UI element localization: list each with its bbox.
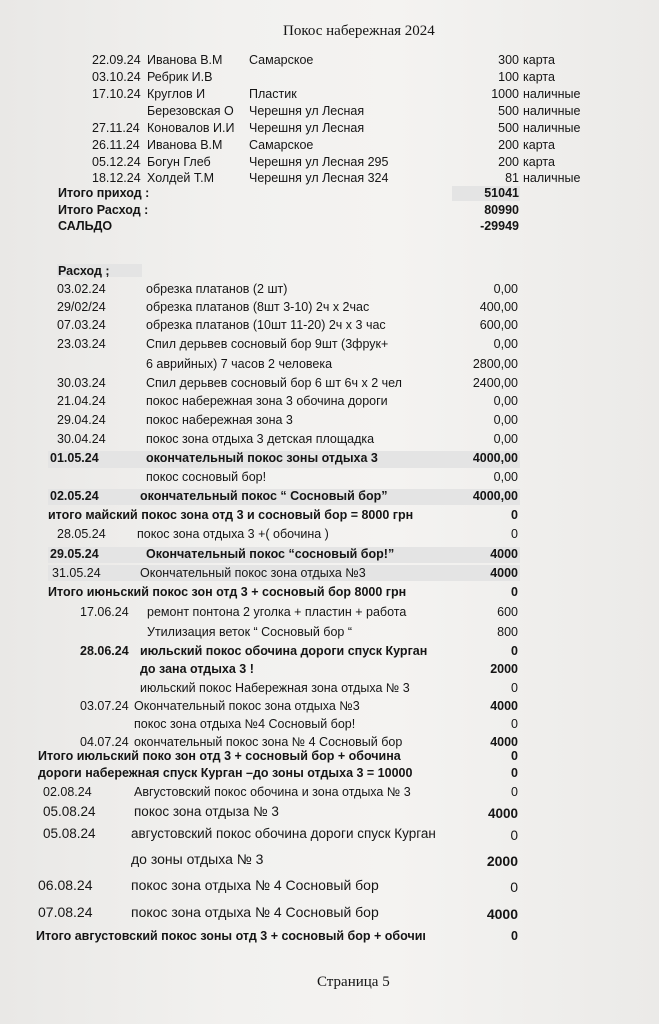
income-amount: 500: [498, 121, 519, 135]
expense-date: 29/02/24: [57, 300, 106, 314]
expense-description: Августовский покос обочина и зона отдыха № 3: [134, 785, 411, 799]
expense-date: 01.05.24: [50, 451, 99, 465]
expense-date: 02.08.24: [43, 785, 92, 799]
expense-amount: 2000: [486, 853, 518, 869]
expense-date: 07.03.24: [57, 318, 106, 332]
income-name: Круглов И: [147, 87, 206, 101]
expense-heading: Расход ;: [58, 264, 110, 278]
expense-date: 05.08.24: [43, 826, 96, 841]
expense-date: 07.08.24: [38, 904, 93, 920]
expense-date: 28.06.24: [80, 644, 129, 658]
income-method: карта: [523, 70, 555, 84]
expense-amount: 600: [497, 605, 518, 619]
expense-description: Итого июльский поко зон отд 3 + сосновый бор + обочина: [38, 749, 401, 763]
expense-amount: 4000: [490, 699, 518, 713]
expense-amount: 4000,00: [472, 451, 518, 465]
expense-description: покос сосновый бор!: [146, 470, 267, 484]
income-place: Самарское: [249, 138, 314, 152]
income-name: Коновалов И.И: [147, 121, 235, 135]
expense-description: окончательный покос зона № 4 Сосновый бор: [134, 735, 403, 749]
expense-date: 02.05.24: [50, 489, 99, 503]
expense-description: обрезка платанов (8шт 3-10) 2ч х 2час: [146, 300, 370, 314]
expense-description: покос набережная зона 3: [146, 413, 293, 427]
expense-description: июльский покос обочина дороги спуск Курган: [140, 644, 428, 658]
expense-amount: 2800,00: [472, 357, 518, 371]
total-label: Итого приход :: [58, 186, 150, 200]
expense-amount: 0,00: [493, 282, 518, 296]
income-name: Иванова В.М: [147, 53, 223, 67]
expense-description: до зоны отдыха № 3: [131, 851, 264, 867]
expense-description: ремонт понтона 2 уголка + пластин + работа: [147, 605, 407, 619]
expense-amount: 0: [511, 785, 518, 799]
expense-amount: 400,00: [479, 300, 518, 314]
total-label: САЛЬДО: [58, 219, 113, 233]
expense-amount: 4000: [490, 547, 518, 561]
expense-amount: 0: [511, 717, 518, 731]
income-date: 17.10.24: [92, 87, 141, 101]
expense-description: Спил дерьвев сосновый бор 9шт (3фрук+: [146, 337, 389, 351]
expense-description: покос набережная зона 3 обочина дороги: [146, 394, 388, 408]
expense-description: покос зона отдыха 3 детская площадка: [146, 432, 375, 446]
expense-amount: 4000: [490, 566, 518, 580]
income-date: 05.12.24: [92, 155, 141, 169]
expense-date: 03.02.24: [57, 282, 106, 296]
income-place: Самарское: [249, 53, 314, 67]
page-title: Покос набережная 2024: [283, 23, 435, 39]
income-place: Черешня ул Лесная: [249, 121, 365, 135]
expense-description: обрезка платанов (2 шт): [146, 282, 288, 296]
expense-date: 29.05.24: [50, 547, 99, 561]
income-place: Черешня ул Лесная 324: [249, 171, 389, 185]
expense-amount: 4000: [490, 735, 518, 749]
expense-amount: 0: [511, 766, 518, 780]
expense-description: Спил дерьвев сосновый бор 6 шт 6ч х 2 чел: [146, 376, 402, 390]
income-method: наличные: [523, 104, 581, 118]
expense-date: 05.08.24: [43, 804, 96, 819]
expense-amount: 0: [511, 929, 518, 943]
expense-date: 03.07.24: [80, 699, 129, 713]
income-method: наличные: [523, 121, 581, 135]
income-amount: 200: [498, 155, 519, 169]
income-date: 26.11.24: [92, 138, 140, 152]
income-date: 18.12.24: [92, 171, 141, 185]
expense-amount: 0: [511, 527, 518, 541]
expense-description: покос зона отдыха № 4 Сосновый бор: [131, 904, 379, 920]
income-name: Ребрик И.В: [147, 70, 213, 84]
expense-amount: 0: [510, 879, 518, 895]
expense-date: 30.03.24: [57, 376, 106, 390]
expense-description: августовский покос обочина дороги спуск Курган: [131, 826, 436, 841]
income-amount: 300: [498, 53, 519, 67]
expense-amount: 800: [497, 625, 518, 639]
expense-amount: 0,00: [493, 470, 518, 484]
expense-description: итого майский покос зона отд 3 и сосновый бор = 8000 грн: [48, 508, 414, 522]
income-amount: 1000: [491, 87, 519, 101]
income-name: Иванова В.М: [147, 138, 223, 152]
income-method: карта: [523, 53, 555, 67]
expense-description: Итого августовский покос зоны отд 3 + сосновый бор + обочиı: [36, 929, 426, 943]
expense-description: Окончательный покос зона отдыха №3: [134, 699, 360, 713]
expense-amount: 0,00: [493, 413, 518, 427]
page-footer: Страница 5: [317, 974, 390, 990]
income-name: Холдей Т.М: [147, 171, 215, 185]
total-value: 80990: [484, 203, 519, 217]
expense-date: 28.05.24: [57, 527, 106, 541]
income-place: Черешня ул Лесная: [249, 104, 365, 118]
income-date: 27.11.24: [92, 121, 140, 135]
expense-amount: 4000: [486, 906, 518, 922]
expense-description: дороги набережная спуск Курган –до зоны отдыха 3 = 10000: [38, 766, 413, 780]
total-label: Итого Расход :: [58, 203, 149, 217]
expense-amount: 0: [511, 644, 518, 658]
income-method: карта: [523, 138, 555, 152]
expense-date: 17.06.24: [80, 605, 129, 619]
expense-amount: 4000,00: [472, 489, 518, 503]
expense-description: окончательный покос “ Сосновый бор”: [140, 489, 388, 503]
expense-date: 29.04.24: [57, 413, 106, 427]
income-amount: 100: [498, 70, 519, 84]
expense-description: 6 аврийных) 7 часов 2 человека: [146, 357, 333, 371]
expense-amount: 2400,00: [472, 376, 518, 390]
expense-date: 06.08.24: [38, 877, 93, 893]
expense-amount: 0,00: [493, 432, 518, 446]
expense-amount: 0: [511, 749, 518, 763]
expense-date: 04.07.24: [80, 735, 129, 749]
income-method: наличные: [523, 87, 581, 101]
income-amount: 81: [505, 171, 519, 185]
expense-amount: 4000: [487, 806, 518, 821]
expense-description: июльский покос Набережная зона отдыха № 3: [140, 681, 410, 695]
total-value: 51041: [484, 186, 519, 200]
expense-description: окончательный покос зоны отдыха 3: [146, 451, 378, 465]
expense-amount: 0: [510, 828, 518, 843]
expense-amount: 2000: [490, 662, 518, 676]
expense-amount: 0: [511, 585, 518, 599]
income-date: 22.09.24: [92, 53, 141, 67]
total-value: -29949: [480, 219, 519, 233]
income-place: Черешня ул Лесная 295: [249, 155, 389, 169]
expense-amount: 0,00: [493, 337, 518, 351]
income-date: 03.10.24: [92, 70, 141, 84]
expense-description: Окончательный покос “сосновый бор!”: [146, 547, 395, 561]
income-method: наличные: [523, 171, 581, 185]
expense-amount: 0: [511, 508, 518, 522]
expense-description: до зана отдыха 3 !: [140, 662, 254, 676]
expense-description: покос зона отдыха № 4 Сосновый бор: [131, 877, 379, 893]
expense-date: 21.04.24: [57, 394, 106, 408]
expense-description: обрезка платанов (10шт 11-20) 2ч х 3 час: [146, 318, 386, 332]
expense-date: 30.04.24: [57, 432, 106, 446]
expense-description: Окончательный покос зона отдыха №3: [140, 566, 366, 580]
income-name: Березовская О: [147, 104, 234, 118]
expense-amount: 0: [511, 681, 518, 695]
expense-description: покос зона отдыха №4 Сосновый бор!: [134, 717, 356, 731]
expense-description: Итого июньский покос зон отд 3 + сосновый бор 8000 грн: [48, 585, 407, 599]
expense-description: Утилизация веток “ Сосновый бор “: [147, 625, 353, 639]
expense-amount: 0,00: [493, 394, 518, 408]
expense-description: покос зона отдыха 3 +( обочина ): [137, 527, 329, 541]
income-place: Пластик: [249, 87, 297, 101]
income-name: Богун Глеб: [147, 155, 211, 169]
income-method: карта: [523, 155, 555, 169]
income-amount: 500: [498, 104, 519, 118]
expense-date: 23.03.24: [57, 337, 106, 351]
expense-date: 31.05.24: [52, 566, 101, 580]
expense-description: покос зона отдыза № 3: [134, 804, 279, 819]
income-amount: 200: [498, 138, 519, 152]
expense-amount: 600,00: [479, 318, 518, 332]
